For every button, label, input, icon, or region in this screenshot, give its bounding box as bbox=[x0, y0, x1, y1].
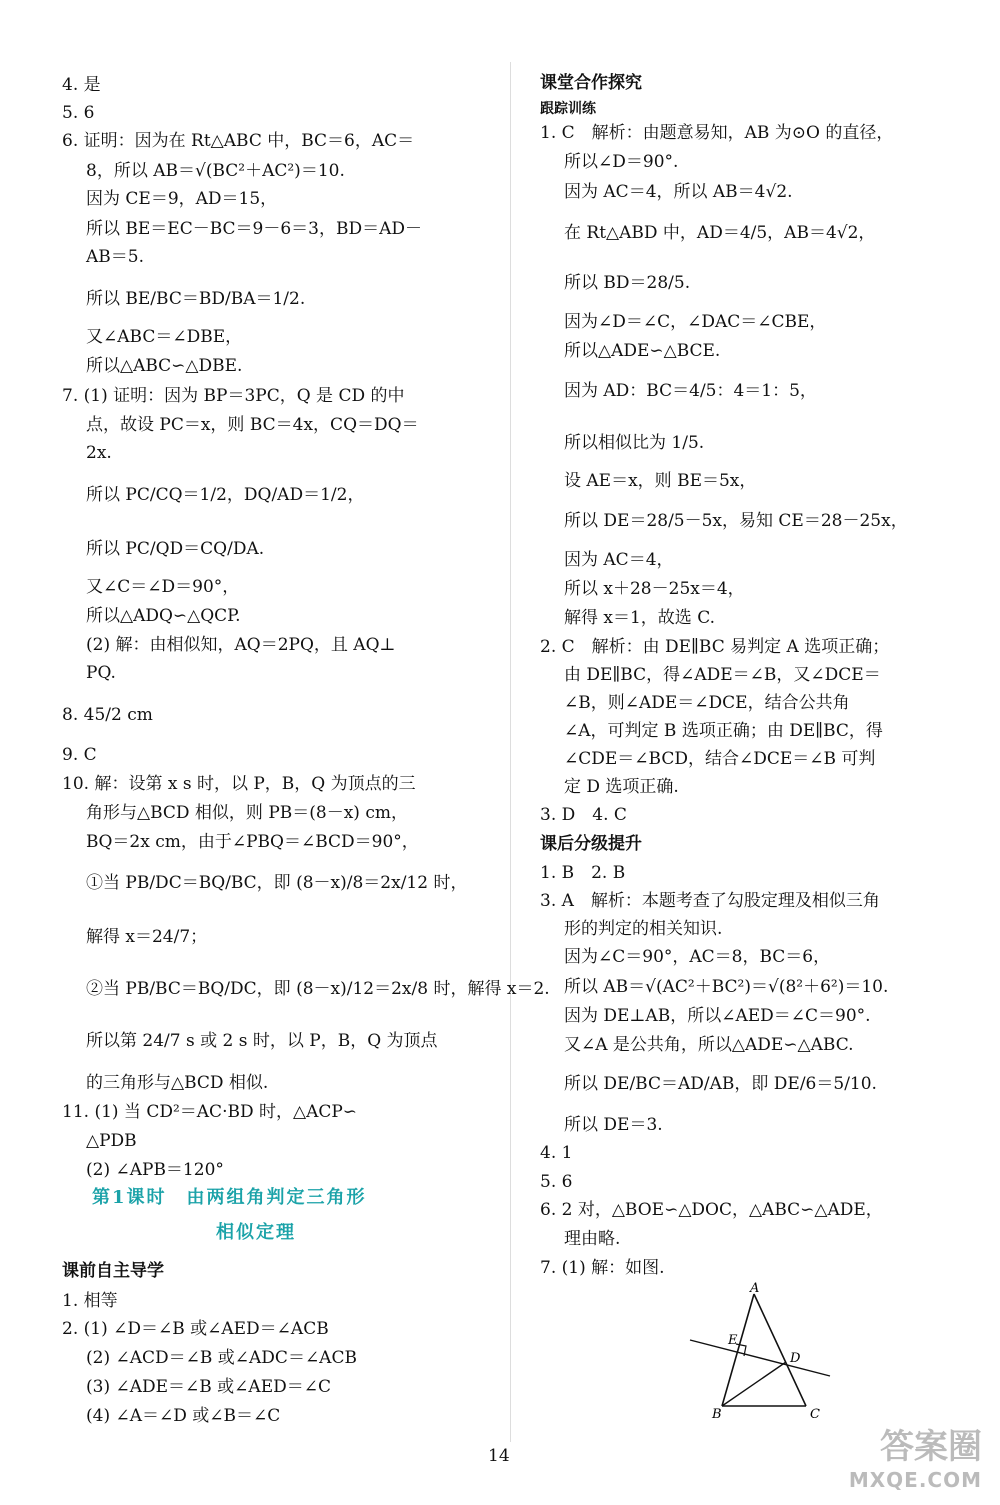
answer-line: ∠CDE＝∠BCD，结合∠DCE＝∠B 可判 bbox=[564, 749, 876, 769]
answer-line: 又∠C＝∠D＝90°， bbox=[86, 577, 240, 597]
answer-line: ∠B，则∠ADE＝∠DCE，结合公共角 bbox=[564, 693, 850, 713]
answer-line: (4) ∠A＝∠D 或∠B＝∠C bbox=[86, 1406, 281, 1426]
answer-line: 2. C 解析：由 DE∥BC 易判定 A 选项正确； bbox=[540, 637, 890, 657]
answer-line: 10. 解：设第 x s 时，以 P，B，Q 为顶点的三 bbox=[62, 774, 416, 794]
answer-line: 3. D 4. C bbox=[540, 805, 627, 825]
answer-line: 1. C 解析：由题意易知，AB 为⊙O 的直径， bbox=[540, 123, 894, 143]
answer-line: 因为 DE⊥AB，所以∠AED＝∠C＝90°. bbox=[564, 1006, 871, 1026]
answer-line: 5. 6 bbox=[540, 1172, 573, 1192]
answer-line: (2) ∠ACD＝∠B 或∠ADC＝∠ACB bbox=[86, 1348, 357, 1368]
answer-line: 因为 AD：BC＝4/5：4＝1：5， bbox=[564, 381, 817, 401]
answer-line: 因为∠C＝90°，AC＝8，BC＝6， bbox=[564, 947, 831, 967]
answer-line: 4. 1 bbox=[540, 1143, 573, 1163]
answer-line: 所以 DE＝28/5－5x，易知 CE＝28－25x， bbox=[564, 511, 908, 531]
answer-line: 7. (1) 解：如图. bbox=[540, 1258, 665, 1278]
section-after-class: 课后分级提升 bbox=[540, 834, 642, 854]
answer-line: 8，所以 AB＝√(BC²＋AC²)＝10. bbox=[86, 161, 345, 181]
answer-line: 所以相似比为 1/5. bbox=[564, 433, 705, 453]
answer-line: (3) ∠ADE＝∠B 或∠AED＝∠C bbox=[86, 1377, 331, 1397]
answer-line: 2x. bbox=[86, 443, 112, 463]
answer-line: 11. (1) 当 CD²＝AC·BD 时，△ACP∽ bbox=[62, 1102, 358, 1122]
answer-line: 所以△ADE∽△BCE. bbox=[564, 341, 721, 361]
answer-line: BQ＝2x cm，由于∠PBQ＝∠BCD＝90°， bbox=[86, 832, 419, 852]
watermark-url: MXQE.COM bbox=[848, 1468, 982, 1492]
answer-line: 所以 BD＝28/5. bbox=[564, 273, 691, 293]
answer-line: (2) ∠APB＝120° bbox=[86, 1160, 224, 1180]
section-in-class: 课堂合作探究 bbox=[540, 73, 642, 93]
column-divider bbox=[510, 62, 511, 1442]
label-b: B bbox=[712, 1407, 722, 1422]
segment-ac bbox=[754, 1294, 806, 1406]
answer-line: 4. 是 bbox=[62, 75, 101, 95]
answer-line: 点，故设 PC＝x，则 BC＝4x，CQ＝DQ＝ bbox=[86, 415, 419, 435]
answer-line: 因为 AC＝4，所以 AB＝4√2. bbox=[564, 182, 793, 202]
answer-line: 5. 6 bbox=[62, 103, 95, 123]
answer-line: ②当 PB/BC＝BQ/DC，即 (8－x)/12＝2x/8 时，解得 x＝2. bbox=[86, 979, 550, 999]
answer-line: 所以 BE＝EC－BC＝9－6＝3，BD＝AD－ bbox=[86, 219, 423, 239]
answer-line: 所以△ADQ∽△QCP. bbox=[86, 606, 241, 626]
answer-line: 又∠ABC＝∠DBE， bbox=[86, 327, 243, 347]
watermark-text: 答案圈 bbox=[880, 1427, 982, 1467]
answer-line: (2) 解：由相似知，AQ＝2PQ，且 AQ⊥ bbox=[86, 635, 396, 655]
answer-line: ∠A，可判定 B 选项正确；由 DE∥BC，得 bbox=[564, 721, 883, 741]
answer-line: 形的判定的相关知识. bbox=[564, 919, 723, 939]
watermark-logo bbox=[832, 1419, 982, 1497]
answer-line: 2. (1) ∠D＝∠B 或∠AED＝∠ACB bbox=[62, 1319, 329, 1339]
answer-line: 所以第 24/7 s 或 2 s 时，以 P，B，Q 为顶点 bbox=[86, 1031, 438, 1051]
page-number: 14 bbox=[488, 1446, 510, 1466]
answer-line: 的三角形与△BCD 相似. bbox=[86, 1073, 269, 1093]
answer-line: 3. A 解析：本题考查了勾股定理及相似三角 bbox=[540, 891, 880, 911]
answer-line: AB＝5. bbox=[86, 247, 144, 267]
answer-line: 所以∠D＝90°. bbox=[564, 152, 679, 172]
answer-line: 所以 AB＝√(AC²＋BC²)＝√(8²＋6²)＝10. bbox=[564, 977, 889, 997]
answer-line: 解得 x＝1，故选 C. bbox=[564, 608, 716, 628]
answer-line: △PDB bbox=[86, 1131, 137, 1151]
answer-line: 角形与△BCD 相似，则 PB＝(8－x) cm， bbox=[86, 803, 408, 823]
answer-line: 6. 2 对，△BOE∽△DOC，△ABC∽△ADE， bbox=[540, 1200, 883, 1220]
answer-line: 所以 x＋28－25x＝4， bbox=[564, 579, 745, 599]
triangle-figure bbox=[682, 1282, 842, 1422]
answer-line: PQ. bbox=[86, 663, 116, 683]
answer-line: 设 AE＝x，则 BE＝5x， bbox=[564, 471, 757, 491]
label-d: D bbox=[790, 1351, 801, 1366]
answer-line: 所以 PC/QD＝CQ/DA. bbox=[86, 539, 265, 559]
section-pre-class: 课前自主导学 bbox=[62, 1261, 164, 1281]
label-e: E bbox=[728, 1333, 738, 1348]
answer-line: 1. 相等 bbox=[62, 1291, 118, 1311]
line-de bbox=[690, 1340, 830, 1376]
lesson-title-line1: 第1课时 由两组角判定三角形 bbox=[92, 1187, 367, 1208]
answer-line: 因为 CE＝9，AD＝15， bbox=[86, 189, 278, 209]
label-c: C bbox=[810, 1407, 820, 1422]
answer-line: ①当 PB/DC＝BQ/BC，即 (8－x)/8＝2x/12 时， bbox=[86, 873, 468, 893]
answer-line: 解得 x＝24/7； bbox=[86, 927, 208, 947]
answer-line: 所以△ABC∽△DBE. bbox=[86, 356, 243, 376]
lesson-title-line2: 相似定理 bbox=[216, 1222, 296, 1243]
answer-line: 理由略. bbox=[564, 1229, 621, 1249]
answer-line: 定 D 选项正确. bbox=[564, 777, 679, 797]
answer-line: 在 Rt△ABD 中，AD＝4/5，AB＝4√2， bbox=[564, 223, 876, 243]
answer-line: 1. B 2. B bbox=[540, 863, 626, 883]
answer-line: 所以 DE/BC＝AD/AB，即 DE/6＝5/10. bbox=[564, 1074, 877, 1094]
segment-bd bbox=[722, 1362, 786, 1406]
answer-line: 又∠A 是公共角，所以△ADE∽△ABC. bbox=[564, 1035, 854, 1055]
answer-line: 所以 BE/BC＝BD/BA＝1/2. bbox=[86, 289, 306, 309]
answer-line: 8. 45/2 cm bbox=[62, 705, 153, 725]
answer-line: 9. C bbox=[62, 745, 97, 765]
answer-line: 6. 证明：因为在 Rt△ABC 中，BC＝6，AC＝ bbox=[62, 131, 415, 151]
answer-line: 所以 DE＝3. bbox=[564, 1115, 663, 1135]
answer-line: 因为 AC＝4， bbox=[564, 550, 674, 570]
answer-line: 由 DE∥BC，得∠ADE＝∠B，又∠DCE＝ bbox=[564, 665, 881, 685]
label-a: A bbox=[750, 1282, 760, 1296]
subsection-tracking: 跟踪训练 bbox=[540, 101, 596, 117]
answer-line: 所以 PC/CQ＝1/2，DQ/AD＝1/2， bbox=[86, 485, 365, 505]
answer-line: 因为∠D＝∠C，∠DAC＝∠CBE， bbox=[564, 312, 827, 332]
answer-line: 7. (1) 证明：因为 BP＝3PC，Q 是 CD 的中 bbox=[62, 386, 405, 406]
